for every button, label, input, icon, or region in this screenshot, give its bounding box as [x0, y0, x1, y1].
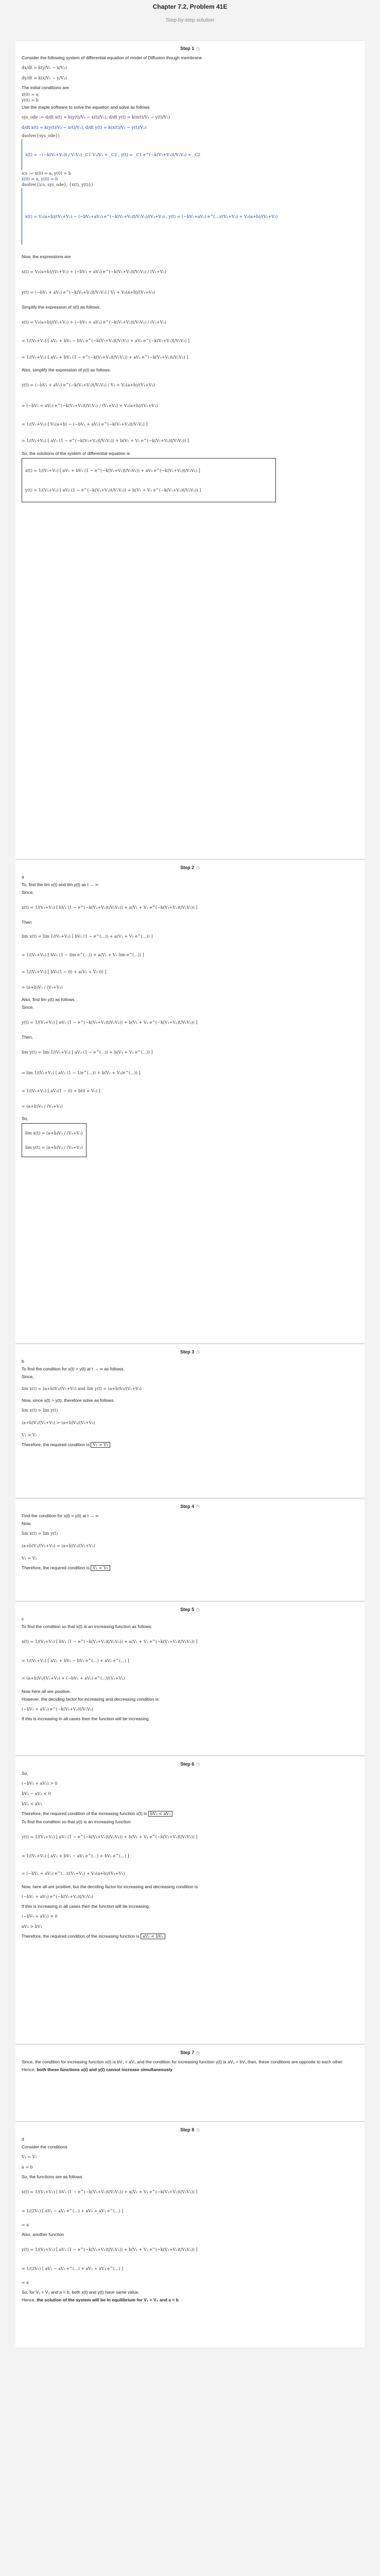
answer-box: bV₁ < aV₂: [148, 1811, 173, 1817]
equation: = (a+b)V₁ / (V₁+V₂): [22, 985, 63, 990]
equation: = 1/(2V₁) [ aV₁ − aV₁ e^(...) + aV₁ + aV₁ e^(...) ]: [22, 2208, 124, 2213]
equation: (−bV₁ + aV₂) e^(−k(V₁+V₂)t/V₁V₂): [22, 1706, 94, 1711]
text: Now here all are positive.: [22, 1689, 71, 1694]
equation: = 1/(V₁+V₂) [ aV₂(1 − 0) + b(0 + V₂) ]: [22, 1088, 100, 1093]
text: To find the condition so that x(t) is an increasing function as follows:: [22, 1624, 152, 1629]
equation: y(t) = (−bV₁ + aV₂) e^(−k(V₁+V₂)t/V₁V₂) / V₁ + V₂(a+b)/(V₁+V₂): [22, 382, 155, 387]
text: So,: [22, 1771, 28, 1776]
equation: dx/dt = k(y/V₂ − x/V₁): [22, 65, 67, 70]
step-label: Step 5 ◷: [180, 1607, 200, 1612]
text: Since,: [22, 1005, 34, 1010]
text: Consider the following system of differential equation of model of Diffusion though membrane: [22, 55, 202, 60]
text: However, the deciding factor for increasing and decreasing condition is: [22, 1697, 159, 1702]
answer-box: [22, 458, 276, 502]
equation: (a+b)V₁/(V₁+V₂) = (a+b)V₂/(V₁+V₂): [22, 1543, 95, 1548]
check-circle-icon: ◷: [196, 1349, 200, 1354]
equation: = 1/(2V₁) [ aV₁ − aV₁ e^(...) + aV₁ + aV₁ e^(...) ]: [22, 2266, 124, 2271]
equation: y(0) = b: [22, 98, 39, 103]
step-1: [15, 40, 365, 859]
step-5: [15, 1601, 365, 1756]
step-2: [15, 859, 365, 1344]
equation: x(0) = a: [22, 92, 39, 97]
text: So, the solutions of the system of differential equation is: [22, 451, 130, 456]
text: Therefore, the required condition of the increasing function is aV₂ < bV₁: [22, 1933, 358, 1940]
equation: lim x(t) = lim 1/(V₁+V₂) [ bV₁ (1 − e^(...)) + a(V₁ + V₂ e^(...)) ]: [22, 934, 153, 939]
equation: = (a+b)V₁/(V₁+V₂) + (−bV₁ + aV₂) e^(...)/(V₁+V₂): [22, 1675, 125, 1681]
text: Simplify the expression of x(t) as follows:: [22, 304, 101, 310]
equation: = (−bV₁ + aV₂) e^(−k(V₁+V₂)t/V₁V₂) / (V₁+V₂) + V₂(a+b)/(V₁+V₂): [22, 403, 158, 408]
step-6: [15, 1756, 365, 2044]
step-8: [15, 2122, 365, 2348]
answer-box: V₁ > V₂: [91, 1442, 110, 1448]
answer-box: aV₂ < bV₁: [141, 1934, 165, 1939]
equation: aV₂ > bV₁: [22, 1924, 42, 1929]
part-label: a: [22, 874, 24, 879]
equation: = 1/(V₁+V₂) [ aV₁ + bV₁ − bV₁ e^(−k(V₁+V₂)t/V₁V₂) + aV₂ e^(−k(V₁+V₂)t/V₁V₂) ]: [22, 338, 190, 343]
page-header: [0, 0, 380, 40]
equation: x(t) = V₁(a+b)/(V₁+V₂) + (−bV₁ + aV₂) e^(−k(V₁+V₂)t/V₁V₂) / (V₁+V₂): [22, 269, 166, 274]
text: To find the condition so that y(t) is an increasing function: [22, 1819, 131, 1824]
step-label: Step 1 ◷: [180, 46, 200, 51]
equation: = 1/(V₁+V₂) [ aV₁ + bV₁ − bV₁ e^(...) + aV₂ e^(...) ]: [22, 1658, 129, 1663]
step-label: Step 8 ◷: [180, 2127, 200, 2132]
step-4: [15, 1498, 365, 1601]
equation: = 1/(V₁+V₂) [ bV₁ (1 − lim e^(...)) + a(V₁ + V₂ lim e^(...)) ]: [22, 952, 144, 957]
equation: y(t) = 1/(V₁+V₂) [ aV₂ (1 − e^(−k(V₁+V₂)t/V₁V₂)) + b(V₁ + V₂ e^(−k(V₁+V₂)t/V₁V₂)) ]: [22, 1020, 198, 1025]
answer-box: V₁ = V₂: [91, 1565, 110, 1571]
text: So, for V₁ = V₂ and a = b, both x(t) and y(t) have same value.: [22, 2290, 140, 2295]
equation: x(t) = 1/(V₁+V₂) [ bV₁ (1 − e^(−k(V₁+V₂)t/V₁V₂)) + a(V₁ + V₂ e^(−k(V₁+V₂)t/V₁V₂)) ]: [22, 2189, 198, 2194]
equation: x(t) = 1/(V₁+V₂) [ bV₁ (1 − e^(−k(V₁+V₂)t/V₁V₂)) + a(V₁ + V₂ e^(−k(V₁+V₂)t/V₁V₂)) ]: [22, 905, 198, 910]
equation: (−bV₁ + aV₂) e^(−k(V₁+V₂)t/V₁V₂): [22, 1894, 94, 1899]
step-label: Step 2 ◷: [180, 865, 200, 870]
text: Also, simplify the expression of y(t) as follows:: [22, 367, 111, 372]
equation: y(t) = 1/(V₁+V₂) [ aV₂ (1 − e^(−k(V₁+V₂)t/V₁V₂)) + b(V₁ + V₂ e^(−k(V₁+V₂)t/V₁V₂)) ]: [25, 487, 201, 493]
equation: lim x(t) = lim y(t): [22, 1531, 58, 1536]
text: Therefore, the required condition is V₁ > V₂: [22, 1442, 358, 1448]
equation: = a: [22, 2222, 29, 2227]
text: Consider the conditions: [22, 2144, 67, 2149]
equation: (−bV₁ + aV₂) > 0: [22, 1781, 58, 1786]
equation: = 1/(V₁+V₂) [ aV₂ (1 − e^(−k(V₁+V₂)t/V₁V₂)) + b(V₁ + V₂ e^(−k(V₁+V₂)t/V₁V₂)) ]: [22, 438, 189, 443]
equation: = (a+b)V₂ / (V₁+V₂): [22, 1104, 63, 1109]
check-circle-icon: ◷: [196, 2050, 200, 2055]
text: Now, since x(t) > y(t), therefore solve as follows: [22, 1398, 114, 1403]
text: If this is increasing in all cases then the function will be increasing.: [22, 1904, 150, 1909]
equation: x(t) = 1/(V₁+V₂) [ aV₁ + bV₁ (1 − e^(−k(V₁+V₂)t/V₁V₂)) + aV₂ e^(−k(V₁+V₂)t/V₁V₂) ]: [25, 468, 200, 473]
step-label: Step 4 ◷: [180, 1504, 200, 1509]
conclusion: Hence, the solution of the system will be in equilibrium for V₁ = V₂ and a = b: [22, 2297, 179, 2302]
maple-output: d/dt x(t) = k(y(t)/V₂ − x(t)/V₁), d/dt y(t) = k(x(t)/V₁ − y(t)/V₂): [22, 125, 147, 130]
text: Also, find lim y(t) as follows: [22, 997, 75, 1002]
text: So, the functions are as follows: [22, 2174, 82, 2179]
equation: = a: [22, 2280, 29, 2285]
check-circle-icon: ◷: [196, 1504, 200, 1509]
text: Then: [22, 920, 32, 925]
maple-input: dsolve({ics, sys_ode}, {x(t), y(t)}): [22, 182, 93, 187]
text: Find the condition for x(t) = y(t) at t → ∞: [22, 1513, 99, 1518]
check-circle-icon: ◷: [196, 1607, 200, 1612]
text: Since, the condition for increasing function x(t) is bV₁ < aV₂ and the condition for increasing function y(t) is aV₂ < bV₁ then, these conditions are opposite to each other.: [22, 2059, 343, 2064]
step-label: Step 3 ◷: [180, 1349, 200, 1354]
text: Since,: [22, 890, 34, 895]
check-circle-icon: ◷: [196, 2127, 200, 2132]
equation: = 1/(V₁+V₂) [ bV₁(1 − 0) + a(V₁ + V₂·0) ]: [22, 969, 107, 974]
text: To find the condition for x(t) > y(t) at t → ∞ as follows.: [22, 1366, 125, 1371]
equation: y(t) = 1/(V₁+V₂) [ aV₂ (1 − e^(−k(V₁+V₂)t/V₁V₂)) + b(V₁ + V₂ e^(−k(V₁+V₂)t/V₁V₂)) ]: [22, 2247, 198, 2252]
text: Use the maple software to solve the equation and solve as follows: [22, 105, 150, 110]
equation: (a+b)V₁/(V₁+V₂) > (a+b)V₂/(V₁+V₂): [22, 1420, 95, 1425]
part-label: d: [22, 2137, 24, 2142]
text: If this is increasing in all cases then the function will be increasing.: [22, 1716, 150, 1721]
text: Now, the expressions are: [22, 254, 71, 259]
text: The initial conditions are: [22, 85, 69, 90]
maple-input: ics := x(0) = a, y(0) = b: [22, 171, 71, 176]
equation: bV₁ − aV₂ < 0: [22, 1791, 51, 1796]
equation: lim y(t) = (a+b)V₂ / (V₁+V₂): [25, 1145, 83, 1150]
text: Now, here all are positive, but the deciding factor for increasing and decreasing condition is: [22, 1884, 198, 1889]
check-circle-icon: ◷: [196, 1761, 200, 1767]
answer-box: [22, 1123, 87, 1157]
equation: dy/dt = k(x/V₁ − y/V₂): [22, 75, 67, 80]
step-label: Step 6 ◷: [180, 1761, 200, 1767]
page-title: Chapter 7.2, Problem 41E: [152, 3, 228, 10]
text: Since,: [22, 1374, 34, 1379]
conclusion: Hence, both these functions x(t) and y(t) cannot increase simultaneously: [22, 2067, 172, 2072]
check-circle-icon: ◷: [196, 865, 200, 870]
equation: lim x(t) > lim y(t): [22, 1408, 58, 1413]
equation: = 1/(V₁+V₂) [ V₂(a+b) − (−bV₁ + aV₂) e^(−k(V₁+V₂)t/V₁V₂) ]: [22, 421, 148, 427]
page-subtitle: Step-by-step solution: [166, 18, 214, 23]
equation: V₁ = V₂: [22, 1555, 37, 1561]
part-label: b: [22, 1359, 24, 1364]
maple-output: x(t) = V₁(a+b)/(V₁+V₂) − (−bV₁+aV₂) e^(−k(V₁+V₂)t/V₁V₂)/(V₁+V₂) , y(t) = (−bV₁+aV₂) e^(...)/(V₁+V₂) + V₂(a+b)/(V₁+V₂): [22, 188, 358, 245]
equation: y(t) = (−bV₁ + aV₂) e^(−k(V₁+V₂)t/V₁V₂) / V₁ + V₂(a+b)/(V₁+V₂): [22, 290, 155, 295]
equation: a = b: [22, 2164, 33, 2170]
step-7: [15, 2044, 365, 2122]
text: Therefore, the required condition of the increasing function x(t) is bV₁ < aV₂: [22, 1810, 358, 1817]
step-3: [15, 1344, 365, 1498]
equation: = lim 1/(V₁+V₂) [ aV₂ (1 − 1/e^(...)) + b(V₁ + V₂/e^(...)) ]: [22, 1070, 141, 1075]
equation: y(t) = 1/(V₁+V₂) [ aV₂ (1 − e^(−k(V₁+V₂)t/V₁V₂)) + b(V₁ + V₂ e^(−k(V₁+V₂)t/V₁V₂)) ]: [22, 1834, 198, 1839]
text: Then,: [22, 1035, 33, 1040]
equation: = (−bV₁ + aV₂) e^(...)/(V₁+V₂) + V₂(a+b)/(V₁+V₂): [22, 1871, 125, 1876]
text: So,: [22, 1116, 28, 1121]
maple-input: sys_ode := d/dt x(t) = k(y(t)/V₂ − x(t)/V₁), d/dt y(t) = k(x(t)/V₁ − y(t)/V₂): [22, 114, 170, 120]
text: Also, another function: [22, 2232, 64, 2237]
text: Now,: [22, 1521, 31, 1526]
text: Therefore, the required condition is V₁ = V₂: [22, 1565, 358, 1571]
equation: bV₁ < aV₂: [22, 1801, 42, 1806]
step-label: Step 7 ◷: [180, 2050, 200, 2055]
maple-output: x(0) = a, y(0) = b: [22, 177, 58, 181]
equation: lim x(t) = (a+b)V₁/(V₁+V₂) and lim y(t) = (a+b)V₂/(V₁+V₂): [22, 1386, 142, 1391]
part-label: c: [22, 1616, 24, 1621]
text: To, find the lim x(t) and lim y(t) as t → ∞: [22, 882, 99, 887]
equation: = 1/(V₁+V₂) [ aV₂ + bV₁ − aV₂ e^(...) + bV₁ e^(...) ]: [22, 1853, 129, 1858]
equation: x(t) = 1/(V₁+V₂) [ bV₁ (1 − e^(−k(V₁+V₂)t/V₁V₂)) + a(V₁ + V₂ e^(−k(V₁+V₂)t/V₁V₂)) ]: [22, 1639, 198, 1644]
equation: V₁ > V₂: [22, 1432, 37, 1437]
equation: V₁ = V₂: [22, 2154, 37, 2159]
maple-input: dsolve({sys_ode}): [22, 133, 60, 138]
maple-output: x(t) = −(−k(V₁+V₂)t / V₁V₂) _C1 V₁/V₂ + _C2 , y(t) = _C1 e^(−k(V₁+V₂)t/V₁V₂) + _C2: [22, 139, 358, 170]
equation: lim x(t) = (a+b)V₁ / (V₁+V₂): [25, 1130, 83, 1136]
equation: lim y(t) = lim 1/(V₁+V₂) [ aV₂ (1 − e^(...)) + b(V₁ + V₂ e^(...)) ]: [22, 1049, 153, 1055]
equation: = 1/(V₁+V₂) [ aV₁ + bV₁ (1 − e^(−k(V₁+V₂)t/V₁V₂)) + aV₂ e^(−k(V₁+V₂)t/V₁V₂) ]: [22, 354, 188, 360]
check-circle-icon: ◷: [196, 46, 200, 51]
equation: x(t) = V₁(a+b)/(V₁+V₂) + (−bV₁ + aV₂) e^(−k(V₁+V₂)t/V₁V₂) / (V₁+V₂): [22, 319, 166, 325]
equation: (−bV₁ + aV₂) > 0: [22, 1913, 58, 1919]
